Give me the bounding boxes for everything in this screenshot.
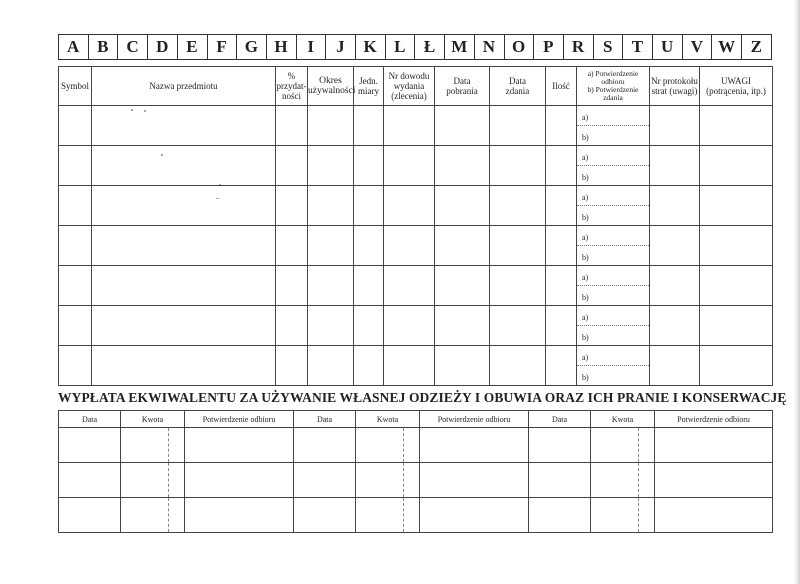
- col-issue-document-l1: Nr dowodu: [388, 71, 430, 81]
- register-cell[interactable]: [354, 306, 384, 346]
- col-date-returned-l2: zdania: [505, 86, 530, 96]
- alphabet-letter: C: [118, 35, 148, 59]
- confirmation-pair: [577, 226, 649, 265]
- payout-cell[interactable]: [420, 428, 529, 463]
- payout-cell[interactable]: [169, 463, 185, 498]
- confirmation-pair: [577, 306, 649, 345]
- payout-cell[interactable]: [529, 498, 591, 533]
- alphabet-letter: J: [326, 35, 356, 59]
- register-cell[interactable]: [384, 346, 435, 386]
- label-a: a): [582, 193, 589, 202]
- register-row: [59, 186, 773, 226]
- label-a: a): [582, 273, 589, 282]
- payout-cell[interactable]: [404, 463, 420, 498]
- register-cell[interactable]: [490, 266, 546, 306]
- register-cell[interactable]: [546, 146, 577, 186]
- register-cell[interactable]: [490, 106, 546, 146]
- register-cell[interactable]: [92, 346, 276, 386]
- confirmation-cell: [577, 306, 650, 346]
- register-cell[interactable]: [650, 106, 700, 146]
- col-loss-protocol: [650, 67, 700, 106]
- payout-cell[interactable]: [356, 428, 404, 463]
- scan-speck: [219, 184, 221, 185]
- payout-cell[interactable]: [356, 463, 404, 498]
- col-notes-l1: UWAGI: [721, 76, 751, 86]
- col-date-issued-l1: Data: [453, 76, 471, 86]
- label-b: b): [582, 253, 589, 262]
- register-cell[interactable]: [546, 266, 577, 306]
- payout-cell[interactable]: [185, 428, 294, 463]
- col-notes: [700, 67, 773, 106]
- register-cell[interactable]: [700, 306, 773, 346]
- payout-cell[interactable]: [121, 428, 169, 463]
- alphabet-letter: R: [564, 35, 594, 59]
- register-cell[interactable]: [700, 146, 773, 186]
- payout-cell[interactable]: [121, 498, 169, 533]
- col-quantity: Ilość: [546, 67, 577, 106]
- payout-cell[interactable]: [356, 498, 404, 533]
- payout-cell[interactable]: [639, 428, 655, 463]
- col-usefulness-percent-l1: %: [287, 71, 296, 81]
- register-cell[interactable]: [700, 346, 773, 386]
- register-cell[interactable]: [92, 186, 276, 226]
- equivalent-payout-title: WYPŁATA EKWIWALENTU ZA UŻYWANIE WŁASNEJ ODZIEŻY I OBUWIA ORAZ ICH PRANIE I KONSERWACJĘ: [58, 390, 787, 405]
- payout-cell[interactable]: [591, 463, 639, 498]
- alphabet-letter: S: [594, 35, 624, 59]
- payout-col-amount: Kwota: [356, 411, 420, 428]
- scan-edge-shadow: [794, 0, 800, 584]
- register-row: [59, 146, 773, 186]
- col-date-issued-l2: pobrania: [446, 86, 478, 96]
- register-cell[interactable]: [308, 106, 354, 146]
- confirmation-return-slot[interactable]: [577, 366, 649, 385]
- alphabet-letter: B: [89, 35, 119, 59]
- alphabet-letter: F: [208, 35, 238, 59]
- alphabet-letter: A: [59, 35, 89, 59]
- register-cell[interactable]: [354, 106, 384, 146]
- payout-cell[interactable]: [294, 498, 356, 533]
- col-unit-l1: Jedn.: [359, 76, 378, 86]
- alphabet-letter: G: [237, 35, 267, 59]
- register-cell[interactable]: [490, 306, 546, 346]
- register-cell[interactable]: [650, 226, 700, 266]
- payout-cell[interactable]: [59, 463, 121, 498]
- register-cell[interactable]: [490, 146, 546, 186]
- payout-col-confirmation: Potwierdzenie odbioru: [420, 411, 529, 428]
- register-cell[interactable]: [435, 106, 490, 146]
- register-cell[interactable]: [276, 346, 308, 386]
- register-cell[interactable]: [276, 226, 308, 266]
- register-cell[interactable]: [384, 266, 435, 306]
- register-cell[interactable]: [308, 226, 354, 266]
- alphabet-letter: H: [267, 35, 297, 59]
- confirmation-cell: [577, 186, 650, 226]
- payout-cell[interactable]: [294, 428, 356, 463]
- col-confirmation-l3: b) Potwierdzenie: [587, 85, 639, 94]
- col-notes-l2: (potrącenia, itp.): [706, 86, 766, 96]
- payout-cell[interactable]: [420, 463, 529, 498]
- register-cell[interactable]: [354, 186, 384, 226]
- payout-cell[interactable]: [420, 498, 529, 533]
- register-cell[interactable]: [435, 306, 490, 346]
- col-loss-protocol-l1: Nr protokołu: [651, 76, 698, 86]
- col-item-name: Nazwa przedmiotu: [92, 67, 276, 106]
- register-cell[interactable]: [276, 186, 308, 226]
- register-cell[interactable]: [384, 306, 435, 346]
- label-a: a): [582, 353, 589, 362]
- col-loss-protocol-l2: strat (uwagi): [651, 86, 698, 96]
- register-row: [59, 306, 773, 346]
- register-cell[interactable]: [308, 266, 354, 306]
- payout-body: [59, 428, 773, 533]
- register-cell[interactable]: [700, 106, 773, 146]
- register-cell[interactable]: [435, 226, 490, 266]
- confirmation-pair: [577, 146, 649, 185]
- register-cell[interactable]: [700, 186, 773, 226]
- payout-cell[interactable]: [529, 428, 591, 463]
- payout-cell[interactable]: [655, 428, 773, 463]
- confirmation-return-slot[interactable]: [577, 326, 649, 345]
- register-cell[interactable]: [435, 146, 490, 186]
- register-cell[interactable]: [59, 226, 92, 266]
- confirmation-pair: [577, 266, 649, 305]
- register-row: [59, 266, 773, 306]
- label-b: b): [582, 213, 589, 222]
- alphabet-letter: U: [653, 35, 683, 59]
- col-symbol: Symbol: [59, 67, 92, 106]
- register-cell[interactable]: [546, 186, 577, 226]
- register-row: [59, 346, 773, 386]
- payout-header-row: [59, 411, 773, 428]
- payout-cell[interactable]: [169, 498, 185, 533]
- col-confirmation-l2: odbioru: [601, 77, 625, 86]
- payout-cell[interactable]: [404, 428, 420, 463]
- confirmation-return-slot[interactable]: [577, 286, 649, 305]
- alphabet-letter: E: [178, 35, 208, 59]
- register-cell[interactable]: [354, 146, 384, 186]
- alphabet-letter: D: [148, 35, 178, 59]
- col-usage-period: [308, 67, 354, 106]
- register-cell[interactable]: [700, 226, 773, 266]
- register-cell[interactable]: [354, 346, 384, 386]
- register-cell[interactable]: [490, 186, 546, 226]
- col-date-issued: [435, 67, 490, 106]
- register-cell[interactable]: [650, 186, 700, 226]
- register-cell[interactable]: [59, 146, 92, 186]
- register-cell[interactable]: [276, 106, 308, 146]
- confirmation-return-slot[interactable]: [577, 166, 649, 185]
- payout-col-amount: Kwota: [121, 411, 185, 428]
- col-usage-period-l1: Okres: [319, 76, 342, 86]
- col-unit-l2: miary: [358, 86, 379, 96]
- register-cell[interactable]: [490, 346, 546, 386]
- register-cell[interactable]: [92, 306, 276, 346]
- confirmation-cell: [577, 346, 650, 386]
- alphabet-letter: Ł: [415, 35, 445, 59]
- label-a: a): [582, 113, 589, 122]
- confirmation-pair: [577, 106, 649, 145]
- payout-cell[interactable]: [294, 463, 356, 498]
- confirmation-cell: [577, 266, 650, 306]
- payout-cell[interactable]: [591, 498, 639, 533]
- register-cell[interactable]: [92, 146, 276, 186]
- payout-cell[interactable]: [655, 498, 773, 533]
- register-cell[interactable]: [435, 266, 490, 306]
- register-cell[interactable]: [308, 306, 354, 346]
- alphabet-letter: Z: [750, 37, 763, 56]
- col-confirmation: [577, 67, 650, 106]
- payout-col-date: Data: [59, 411, 121, 428]
- register-cell[interactable]: [59, 346, 92, 386]
- col-issue-document-l2: wydania: [393, 81, 425, 91]
- col-date-returned-l1: Data: [509, 76, 526, 86]
- payout-row: [59, 428, 773, 463]
- label-b: b): [582, 293, 589, 302]
- payout-col-date: Data: [529, 411, 591, 428]
- register-cell[interactable]: [308, 346, 354, 386]
- payout-cell[interactable]: [529, 463, 591, 498]
- payout-col-confirmation: Potwierdzenie odbioru: [185, 411, 294, 428]
- register-cell[interactable]: [276, 306, 308, 346]
- payout-col-confirmation: Potwierdzenie odbioru: [655, 411, 773, 428]
- confirmation-cell: [577, 106, 650, 146]
- confirmation-pair: [577, 186, 649, 225]
- register-cell[interactable]: [384, 226, 435, 266]
- scan-speck: [216, 198, 219, 199]
- register-body: [59, 106, 773, 386]
- register-header-row: [59, 67, 773, 106]
- confirmation-cell: [577, 226, 650, 266]
- register-cell[interactable]: [546, 306, 577, 346]
- register-cell[interactable]: [546, 106, 577, 146]
- register-cell[interactable]: [650, 146, 700, 186]
- issue-register-table: [58, 66, 773, 386]
- payout-cell[interactable]: [404, 498, 420, 533]
- payout-cell[interactable]: [639, 463, 655, 498]
- col-date-returned: [490, 67, 546, 106]
- confirmation-return-slot[interactable]: [577, 126, 649, 145]
- register-cell[interactable]: [650, 266, 700, 306]
- register-cell[interactable]: [276, 266, 308, 306]
- scan-speck: [161, 154, 163, 156]
- payout-col-amount: Kwota: [591, 411, 655, 428]
- register-cell[interactable]: [546, 346, 577, 386]
- register-cell[interactable]: [546, 226, 577, 266]
- payout-cell[interactable]: [185, 498, 294, 533]
- register-cell[interactable]: [59, 186, 92, 226]
- payout-cell[interactable]: [185, 463, 294, 498]
- col-usefulness-percent-l3: ności: [282, 91, 301, 101]
- col-usefulness-percent-l2: przydat-: [276, 81, 307, 91]
- label-b: b): [582, 333, 589, 342]
- alphabet-letter: I: [297, 35, 327, 59]
- payout-cell[interactable]: [59, 498, 121, 533]
- payout-cell[interactable]: [655, 463, 773, 498]
- register-cell[interactable]: [276, 146, 308, 186]
- col-confirmation-l4: zdania: [603, 93, 623, 102]
- register-cell[interactable]: [650, 346, 700, 386]
- register-cell[interactable]: [384, 186, 435, 226]
- label-a: a): [582, 153, 589, 162]
- register-cell[interactable]: [650, 306, 700, 346]
- register-cell[interactable]: [490, 226, 546, 266]
- label-b: b): [582, 373, 589, 382]
- alphabet-letter: M: [445, 35, 475, 59]
- register-cell[interactable]: [354, 226, 384, 266]
- register-cell[interactable]: [92, 226, 276, 266]
- scan-speck: [131, 109, 133, 111]
- register-cell[interactable]: [435, 346, 490, 386]
- payout-row: [59, 463, 773, 498]
- register-cell[interactable]: [59, 306, 92, 346]
- confirmation-receipt-slot[interactable]: [577, 106, 649, 126]
- confirmation-pair: [577, 346, 649, 385]
- alphabet-letter: P: [534, 35, 564, 59]
- col-unit: [354, 67, 384, 106]
- confirmation-receipt-slot[interactable]: [577, 266, 649, 286]
- register-cell[interactable]: [384, 106, 435, 146]
- col-usefulness-percent: [276, 67, 308, 106]
- label-b: b): [582, 173, 589, 182]
- confirmation-receipt-slot[interactable]: [577, 306, 649, 326]
- alphabet-letter: O: [505, 35, 535, 59]
- alphabet-letter: K: [356, 35, 386, 59]
- label-a: a): [582, 233, 589, 242]
- payout-row: [59, 498, 773, 533]
- confirmation-receipt-slot[interactable]: [577, 146, 649, 166]
- alphabet-letter: V: [683, 35, 713, 59]
- payout-cell[interactable]: [591, 428, 639, 463]
- register-row: [59, 226, 773, 266]
- confirmation-return-slot[interactable]: [577, 206, 649, 225]
- payout-cell[interactable]: [59, 428, 121, 463]
- register-cell[interactable]: [59, 106, 92, 146]
- payout-cell[interactable]: [121, 463, 169, 498]
- confirmation-cell: [577, 146, 650, 186]
- alphabet-letter: W: [712, 35, 742, 59]
- register-cell[interactable]: [435, 186, 490, 226]
- payout-cell[interactable]: [169, 428, 185, 463]
- register-cell[interactable]: [354, 266, 384, 306]
- col-usage-period-l2: używalności: [308, 86, 356, 96]
- confirmation-receipt-slot[interactable]: [577, 346, 649, 366]
- col-issue-document-l3: (zlecenia): [391, 91, 427, 101]
- confirmation-receipt-slot[interactable]: [577, 186, 649, 206]
- register-cell[interactable]: [700, 266, 773, 306]
- col-issue-document: [384, 67, 435, 106]
- register-cell[interactable]: [92, 106, 276, 146]
- register-cell[interactable]: [384, 146, 435, 186]
- scan-speck: [144, 110, 146, 112]
- confirmation-receipt-slot[interactable]: [577, 226, 649, 246]
- col-confirmation-l1: a) Potwierdzenie: [587, 69, 639, 78]
- label-a: a): [582, 313, 589, 322]
- label-b: b): [582, 133, 589, 142]
- alphabet-letter: L: [386, 35, 416, 59]
- register-cell[interactable]: [308, 186, 354, 226]
- equivalent-payout-table: [58, 410, 773, 533]
- alphabet-letter: T: [623, 35, 653, 59]
- register-cell[interactable]: [308, 146, 354, 186]
- alphabet-letter: N: [475, 35, 505, 59]
- confirmation-return-slot[interactable]: [577, 246, 649, 265]
- register-row: [59, 106, 773, 146]
- payout-col-date: Data: [294, 411, 356, 428]
- alphabet-index: [58, 34, 772, 60]
- payout-cell[interactable]: [639, 498, 655, 533]
- register-cell[interactable]: [92, 266, 276, 306]
- register-cell[interactable]: [59, 266, 92, 306]
